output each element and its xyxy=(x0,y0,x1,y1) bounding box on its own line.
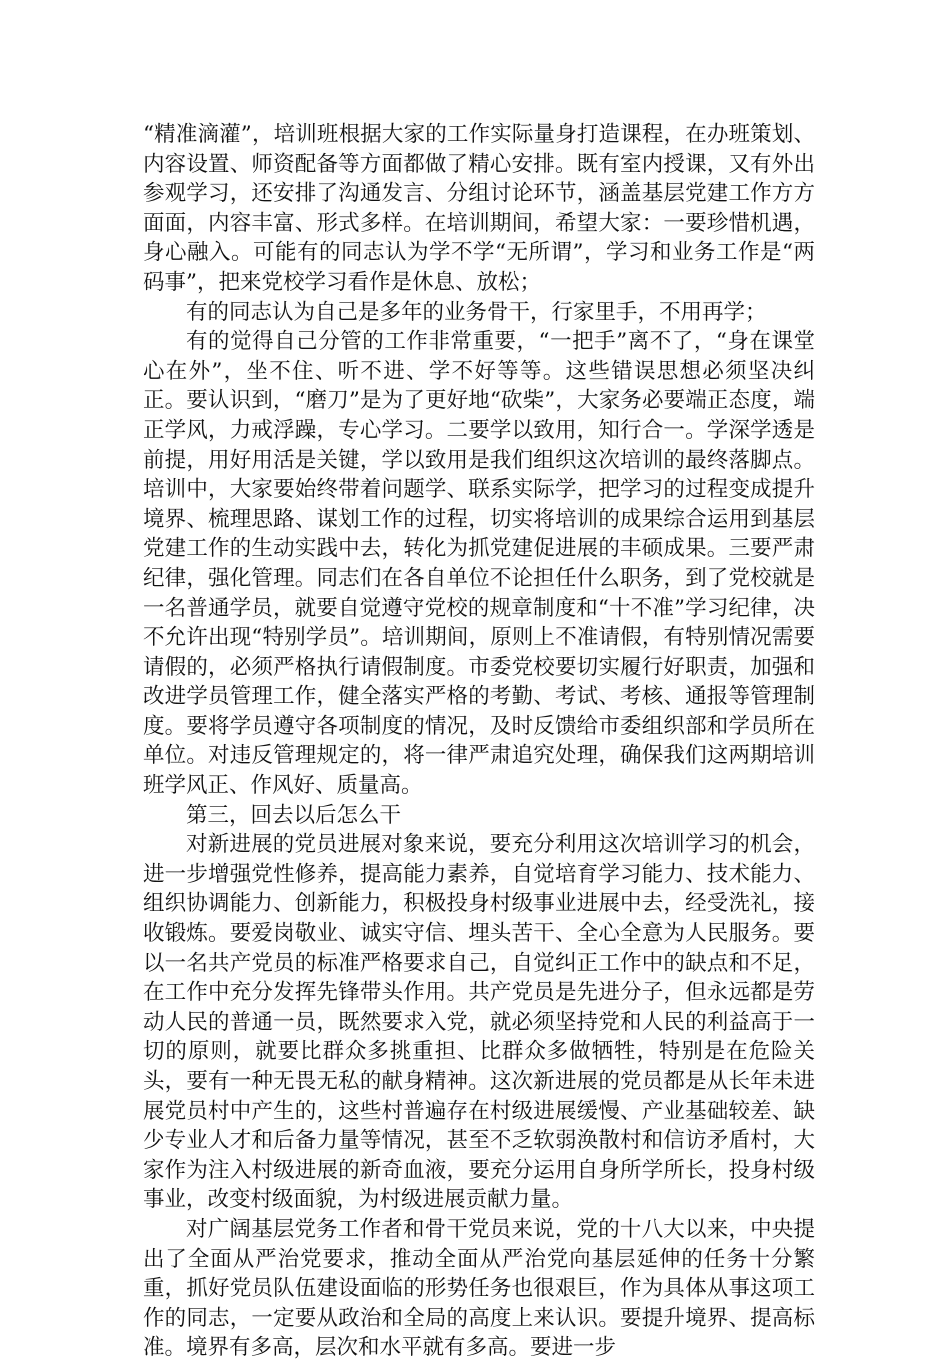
document-body xyxy=(143,120,815,1363)
paragraph-6: 对广阔基层党务工作者和骨干党员来说，党的十八大以来，中央提出了全面从严治党要求，推动全面从严治党向基层延伸的任务十分繁重，抓好党员队伍建设面临的形势任务也很艰巨，作为具体从事这项工作的同志，一定要从政治和全局的高度上来认识。要提升境界、提高标准。境界有多高，层次和水平就有多高。要进一步 xyxy=(143,1216,815,1361)
paragraph-1: “精准滴灌”，培训班根据大家的工作实际量身打造课程，在办班策划、内容设置、师资配备等方面都做了精心安排。既有室内授课，又有外出参观学习，还安排了沟通发言、分组讨论环节，涵盖基层党建工作方方面面，内容丰富、形式多样。在培训期间，希望大家：一要珍惜机遇，身心融入。可能有的同志认为学不学“无所谓”，学习和业务工作是“两码事”，把来党校学习看作是休息、放松； xyxy=(143,122,815,295)
section-heading-third: 第三，回去以后怎么干 xyxy=(186,802,402,828)
paragraph-2: 有的同志认为自己是多年的业务骨干，行家里手，不用再学； xyxy=(186,299,767,325)
paragraph-3: 有的觉得自己分管的工作非常重要，“一把手”离不了，“身在课堂心在外”，坐不住、听不进、学不好等等。这些错误思想必须坚决纠正。要认识到，“磨刀”是为了更好地“砍柴”，大家务必要端正态度，端正学风，力戒浮躁，专心学习。二要学以致用，知行合一。学深学透是前提，用好用活是关键，学以致用是我们组织这次培训的最终落脚点。培训中，大家要始终带着问题学、联系实际学，把学习的过程变成提升境界、梳理思路、谋划工作的过程，切实将培训的成果综合运用到基层党建工作的生动实践中去，转化为抓党建促进展的丰硕成果。三要严肃纪律，强化管理。同志们在各自单位不论担任什么职务，到了党校就是一名普通学员，就要自觉遵守党校的规章制度和“十不准”学习纪律，决不允许出现“特别学员”。培训期间，原则上不准请假，有特别情况需要请假的，必须严格执行请假制度。市委党校要切实履行好职责，加强和改进学员管理工作，健全落实严格的考勤、考试、考核、通报等管理制度。要将学员遵守各项制度的情况，及时反馈给市委组织部和学员所在单位。对违反管理规定的，将一律严肃追究处理，确保我们这两期培训班学风正、作风好、质量高。 xyxy=(143,329,815,799)
paragraph-5: 对新进展的党员进展对象来说，要充分利用这次培训学习的机会，进一步增强党性修养，提高能力素养，自觉培育学习能力、技术能力、组织协调能力、创新能力，积极投身村级事业进展中去，经受洗礼，接收锻炼。要爱岗敬业、诚实守信、埋头苦干、全心全意为人民服务。要以一名共产党员的标准严格要求自己，自觉纠正工作中的缺点和不足，在工作中充分发挥先锋带头作用。共产党员是先进分子，但永远都是劳动人民的普通一员，既然要求入党，就必须坚持党和人民的利益高于一切的原则，就要比群众多挑重担、比群众多做牺牲，特别是在危险关头，要有一种无畏无私的献身精神。这次新进展的党员都是从长年未进展党员村中产生的，这些村普遍存在村级进展缓慢、产业基础较差、缺少专业人才和后备力量等情况，甚至不乏软弱涣散村和信访矛盾村，大家作为注入村级进展的新奇血液，要充分运用自身所学所长，投身村级事业，改变村级面貌，为村级进展贡献力量。 xyxy=(143,832,815,1213)
